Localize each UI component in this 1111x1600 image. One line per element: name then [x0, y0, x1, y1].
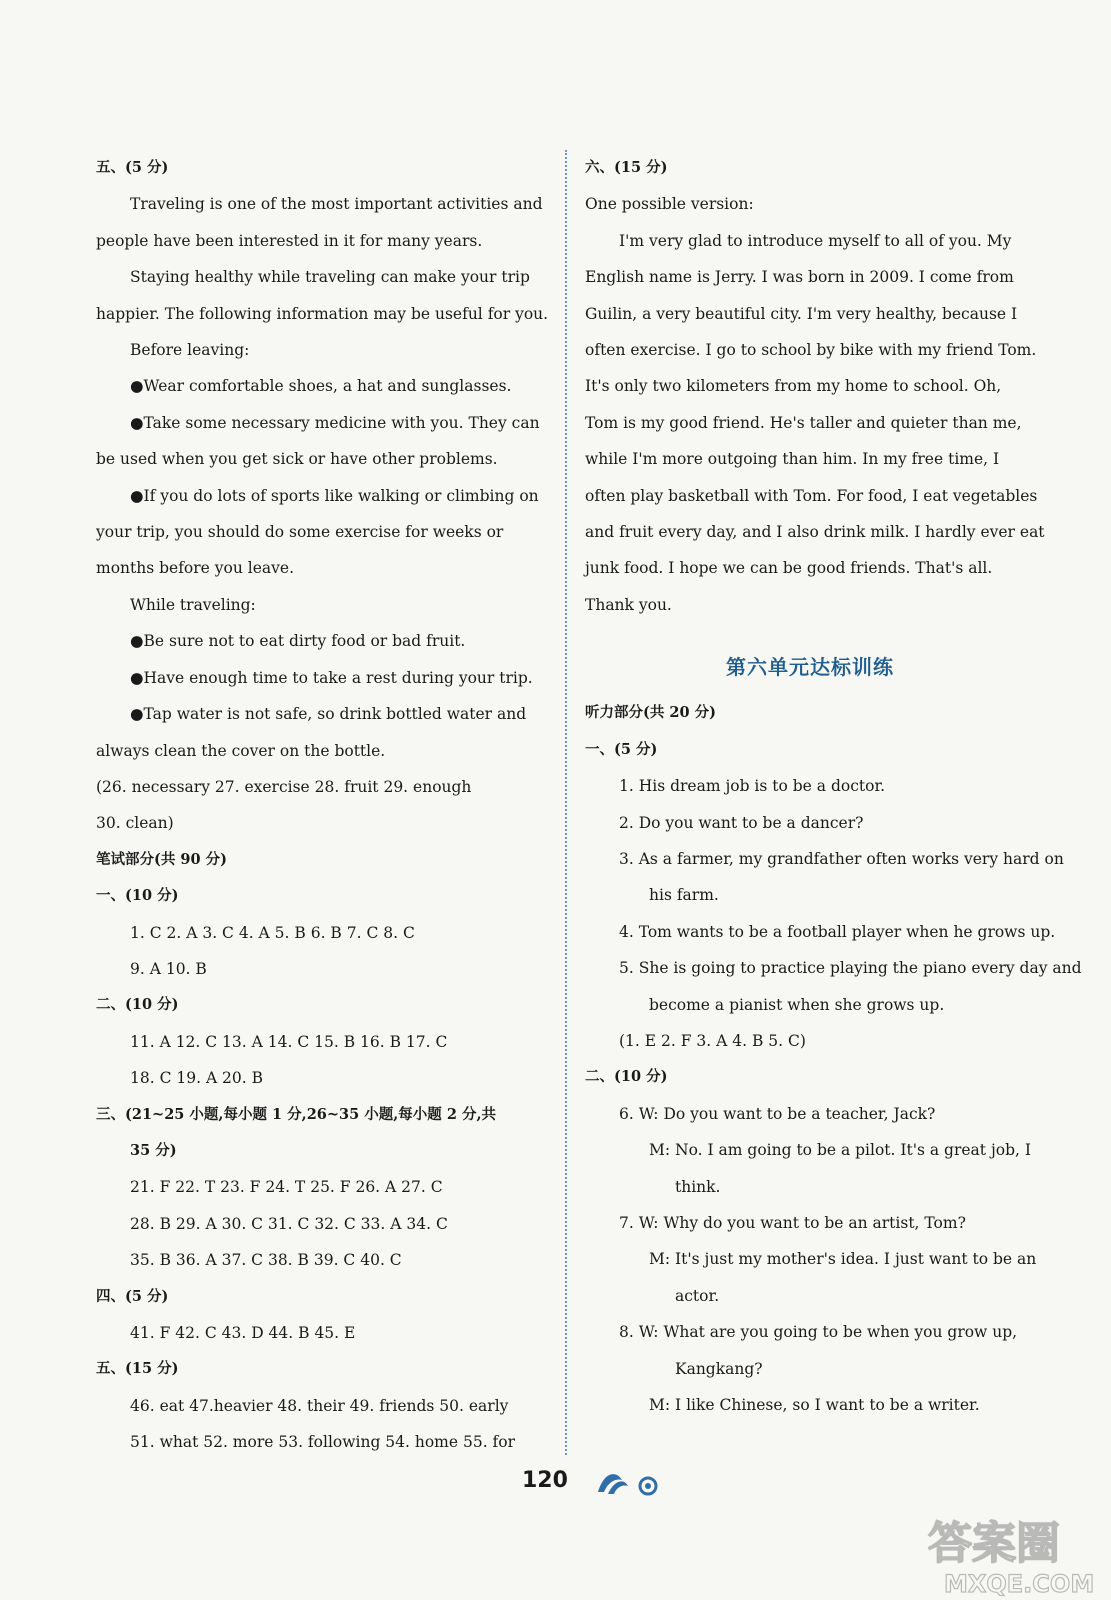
passage-line: happier. The following information may be useful for you. [96, 304, 549, 323]
page-number: 120 [522, 1468, 568, 1493]
answer-line: 21. F 22. T 23. F 24. T 25. F 26. A 27. C [130, 1178, 443, 1197]
bullet-line: ●Be sure not to eat dirty food or bad fruit. [130, 632, 466, 651]
watermark-logo [920, 1500, 1110, 1600]
essay-line: Guilin, a very beautiful city. I'm very healthy, because I [585, 304, 1018, 323]
answer-line: 51. what 52. more 53. following 54. home 55. for [130, 1433, 516, 1452]
passage-line: Traveling is one of the most important activities and [130, 195, 543, 214]
essay-line: I'm very glad to introduce myself to all of you. My [619, 231, 1012, 250]
script-line: 1. His dream job is to be a doctor. [619, 777, 886, 796]
dialogue-line: M: No. I am going to be a pilot. It's a great job, I [649, 1141, 1031, 1160]
script-line: 5. She is going to practice playing the piano every day and [619, 959, 1082, 978]
section-heading: 二、(10 分) [585, 1068, 668, 1086]
section-heading: 三、(21~25 小题,每小题 1 分,26~35 小题,每小题 2 分,共 [96, 1105, 497, 1123]
essay-line: junk food. I hope we can be good friends. That's all. [585, 559, 993, 578]
dialogue-line: M: It's just my mother's idea. I just want to be an [649, 1250, 1037, 1269]
section-heading: 35 分) [130, 1141, 177, 1159]
script-line: 3. As a farmer, my grandfather often works very hard on [619, 849, 1064, 868]
essay-line: It's only two kilometers from my home to school. Oh, [585, 377, 1002, 396]
leaf-swirl-icon [594, 1466, 674, 1498]
section-heading: 听力部分(共 20 分) [585, 704, 716, 722]
section-heading: 五、(5 分) [96, 159, 169, 176]
bullet-line: ●Tap water is not safe, so drink bottled water and [130, 705, 527, 724]
unit-title: 第六单元达标训练 [726, 655, 894, 680]
answer-line: 28. B 29. A 30. C 31. C 32. C 33. A 34. C [130, 1214, 448, 1233]
section-heading: 笔试部分(共 90 分) [96, 850, 227, 868]
answer-line: (1. E 2. F 3. A 4. B 5. C) [619, 1031, 806, 1050]
dialogue-line: M: I like Chinese, so I want to be a writer. [649, 1396, 980, 1414]
passage-line: people have been interested in it for many years. [96, 231, 483, 250]
column-divider [565, 150, 567, 1455]
essay-line: and fruit every day, and I also drink milk. I hardly ever eat [585, 523, 1045, 542]
left-column [96, 150, 549, 1461]
section-heading: 四、(5 分) [96, 1287, 169, 1305]
answer-line: 30. clean) [96, 814, 174, 833]
essay-line: English name is Jerry. I was born in 2009. I come from [585, 268, 1014, 287]
answer-line: 18. C 19. A 20. B [130, 1069, 264, 1088]
svg-text:MXQE.COM: MXQE.COM [944, 1570, 1095, 1598]
dialogue-line: 6. W: Do you want to be a teacher, Jack? [619, 1104, 936, 1123]
dialogue-line: 8. W: What are you going to be when you grow up, [619, 1323, 1018, 1342]
bullet-line: months before you leave. [96, 559, 295, 578]
dialogue-line: actor. [675, 1286, 720, 1305]
answer-line: 41. F 42. C 43. D 44. B 45. E [130, 1324, 356, 1342]
answer-line: 9. A 10. B [130, 959, 207, 978]
passage-line: While traveling: [130, 595, 256, 614]
answer-line: 11. A 12. C 13. A 14. C 15. B 16. B 17. C [130, 1032, 448, 1051]
script-line: his farm. [649, 886, 719, 905]
passage-line: Before leaving: [130, 341, 250, 360]
bullet-line: be used when you get sick or have other problems. [96, 450, 498, 469]
essay-line: often play basketball with Tom. For food, I eat vegetables [585, 486, 1038, 505]
svg-text:答案圈: 答案圈 [928, 1518, 1060, 1569]
dialogue-line: Kangkang? [675, 1359, 763, 1378]
answer-line: 35. B 36. A 37. C 38. B 39. C 40. C [130, 1251, 402, 1270]
answer-line: (26. necessary 27. exercise 28. fruit 29. enough [96, 777, 472, 796]
section-heading: 五、(15 分) [96, 1360, 179, 1378]
essay-line: often exercise. I go to school by bike with my friend Tom. [585, 341, 1037, 360]
section-heading: 六、(15 分) [585, 159, 668, 176]
bullet-line: always clean the cover on the bottle. [96, 741, 386, 760]
passage-line: One possible version: [585, 195, 754, 214]
right-column [585, 150, 1082, 1423]
essay-line: Thank you. [585, 595, 672, 614]
bullet-line: ●Wear comfortable shoes, a hat and sunglasses. [130, 377, 512, 396]
bullet-line: ●If you do lots of sports like walking or climbing on [130, 486, 539, 505]
section-heading: 二、(10 分) [96, 996, 179, 1014]
passage-line: Staying healthy while traveling can make your trip [130, 268, 530, 287]
script-line: become a pianist when she grows up. [649, 995, 945, 1014]
bullet-line: your trip, you should do some exercise for weeks or [96, 523, 504, 542]
answer-line: 1. C 2. A 3. C 4. A 5. B 6. B 7. C 8. C [130, 923, 415, 942]
script-line: 4. Tom wants to be a football player when he grows up. [619, 922, 1056, 941]
section-heading: 一、(5 分) [585, 740, 658, 758]
section-heading: 一、(10 分) [96, 887, 179, 905]
bullet-line: ●Have enough time to take a rest during your trip. [130, 668, 533, 687]
script-line: 2. Do you want to be a dancer? [619, 813, 864, 832]
essay-line: while I'm more outgoing than him. In my free time, I [585, 450, 1000, 469]
dialogue-line: 7. W: Why do you want to be an artist, Tom? [619, 1213, 966, 1232]
dialogue-line: think. [675, 1177, 721, 1196]
bullet-line: ●Take some necessary medicine with you. They can [130, 413, 540, 432]
essay-line: Tom is my good friend. He's taller and quieter than me, [585, 413, 1022, 432]
answer-line: 46. eat 47.heavier 48. their 49. friends 50. early [130, 1396, 509, 1415]
